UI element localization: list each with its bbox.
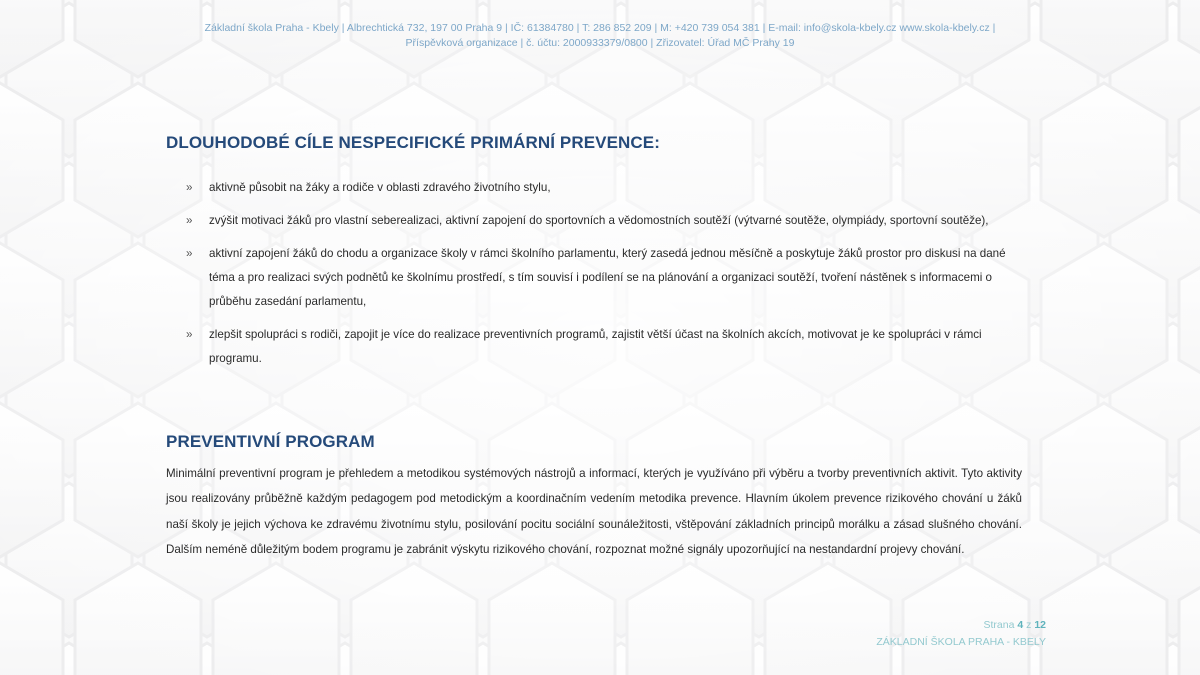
- footer-school-name: ZÁKLADNÍ ŠKOLA PRAHA - KBELY: [876, 636, 1046, 648]
- page-prefix: Strana: [983, 619, 1015, 631]
- list-item: [186, 176, 1026, 200]
- list-item: [186, 242, 1026, 314]
- page-number: [876, 617, 1046, 634]
- list-item-text: aktivní zapojení žáků do chodu a organizace školy v rámci školního parlamentu, který zasedá jednou měsíčně a poskytuje žáků prostor pro diskusi na dané téma a pro realizaci svých podnětů ke školnímu prostředí, s tím souvisí i podílení se na plánování a organizaci soutěží, tvoření nástěnek s informacemi o průběhu zasedání parlamentu,: [209, 247, 1006, 308]
- page-total: 12: [1034, 619, 1046, 631]
- bullet-marker: »: [186, 247, 193, 260]
- list-item-text: zlepšit spolupráci s rodiči, zapojit je více do realizace preventivních programů, zajistit větší účast na školních akcích, motivovat je ke spolupráci v rámci programu.: [209, 328, 982, 365]
- page-current: 4: [1017, 619, 1024, 631]
- school-letterhead: [150, 21, 1050, 51]
- list-item-text: zvýšit motivaci žáků pro vlastní seberealizaci, aktivní zapojení do sportovních a vědomostních soutěží (výtvarné soutěže, olympiády, sportovní soutěže),: [209, 214, 989, 227]
- bullet-marker: »: [186, 328, 193, 341]
- section-heading-prevention-program: PREVENTIVNÍ PROGRAM: [166, 432, 375, 451]
- bullet-marker: »: [186, 181, 193, 194]
- page-footer: [876, 617, 1046, 651]
- bullet-marker: »: [186, 214, 193, 227]
- goals-list: [186, 176, 1026, 380]
- prevention-program-paragraph: Minimální preventivní program je přehledem a metodikou systémových nástrojů a informací, kterých je využíváno při výběru a tvorby preventivních aktivit. Tyto aktivity jsou realizovány průběžně každým pedagogem pod metodickým a koordinačním vedením metodika prevence. Hlavním úkolem prevence rizikového chování u žáků naší školy je jejich výchova ke zdravému životnímu stylu, posilování pocitu sociální sounáležitosti, vštěpování základních principů morálku a zásad slušného chování. Dalším neméně důležitým bodem programu je zabránit výskytu rizikového chování, rozpoznat možné signály upozorňující na nestandardní projevy chování.: [166, 467, 1022, 556]
- list-item-text: aktivně působit na žáky a rodiče v oblasti zdravého životního stylu,: [209, 181, 551, 194]
- page-separator: z: [1026, 619, 1032, 631]
- letterhead-organization-line: Příspěvková organizace | č. účtu: 2000933379/0800 | Zřizovatel: Úřad MČ Prahy 19: [405, 37, 795, 49]
- letterhead-contact-line: Základní škola Praha - Kbely | Albrechtická 732, 197 00 Praha 9 | IČ: 61384780 | T: 286 852 209 | M: +420 739 054 381 | E-mail: info@skola-kbely.cz www.skola-kbely.cz |: [204, 22, 996, 34]
- section-heading-long-term-goals: DLOUHODOBÉ CÍLE NESPECIFICKÉ PRIMÁRNÍ PREVENCE:: [166, 133, 660, 152]
- list-item: [186, 209, 1026, 233]
- list-item: [186, 323, 1026, 371]
